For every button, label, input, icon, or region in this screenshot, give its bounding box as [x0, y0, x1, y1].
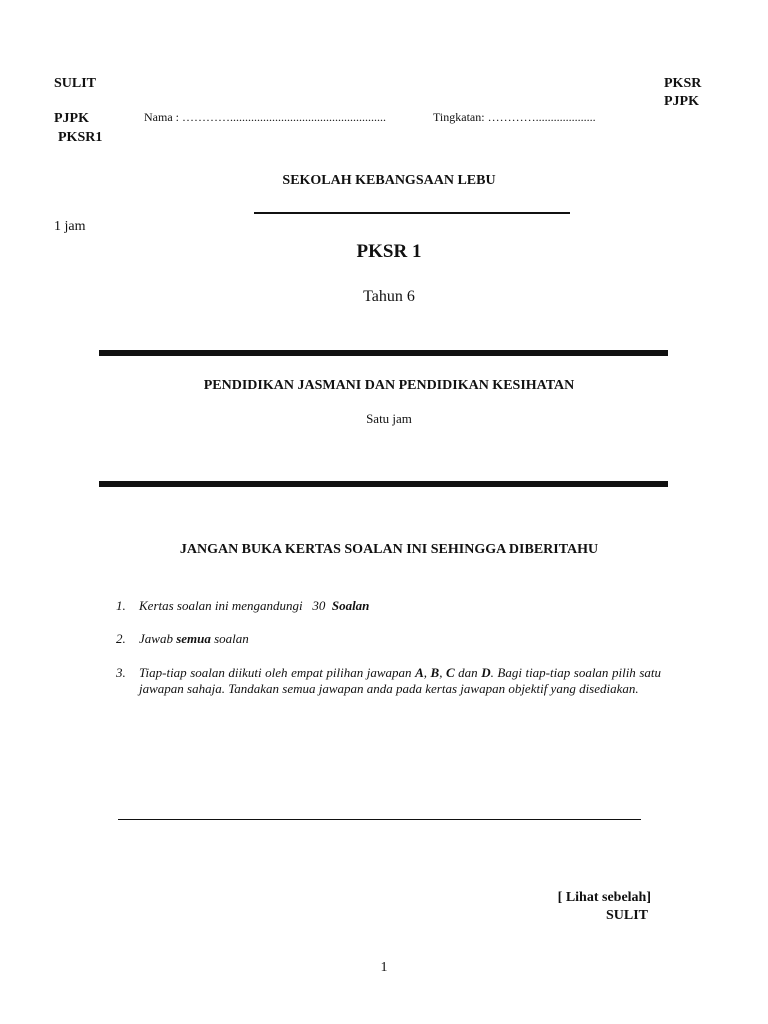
page-number: 1	[380, 960, 388, 975]
school-name: SEKOLAH KEBANGSAAN LEBU	[282, 173, 496, 188]
class-field[interactable]: Tingkatan: …………....................	[433, 110, 596, 124]
warning-text: JANGAN BUKA KERTAS SOALAN INI SEHINGGA DIBERITAHU	[179, 542, 599, 557]
top-thick-rule	[99, 350, 668, 356]
subject-code-left: PJPK	[54, 111, 89, 126]
instruction-text: Jawab	[139, 631, 173, 646]
question-count: 30	[312, 598, 326, 613]
option-d: D	[481, 665, 491, 680]
subject-code-right: PJPK	[664, 94, 699, 109]
instruction-emphasis: semua	[176, 631, 211, 646]
instruction-2	[116, 631, 661, 649]
name-field[interactable]: Nama : …………....................................................	[144, 110, 386, 124]
instruction-text: Kertas soalan ini mengandungi	[139, 598, 303, 613]
option-c: C	[445, 665, 455, 680]
year-label: Tahun 6	[363, 288, 415, 305]
instruction-text: Tiap-tiap soalan diikuti oleh empat pilihan jawapan	[139, 665, 412, 680]
instruction-text: soalan	[214, 631, 249, 646]
exam-title: PKSR 1	[356, 241, 422, 262]
instruction-1	[116, 598, 661, 616]
instruction-text: . Bagi tiap-tiap soalan pilih satu jawapan sahaja. Tandakan semua jawapan anda pada kertas jawapan objektif yang disediakan.	[139, 665, 662, 696]
instruction-3: 3. Tiap-tiap soalan diikuti oleh empat pilihan jawapan A, B, C dan D. Bagi tiap-tiap soalan pilih satu jawapan sahaja. Tandakan semua jawapan anda pada kertas jawapan objektif yang disediakan.	[116, 665, 662, 696]
option-b: B	[430, 665, 440, 680]
instruction-text: dan	[458, 665, 478, 680]
bottom-thick-rule	[99, 481, 668, 487]
see-next-page: [ Lihat sebelah]	[557, 890, 651, 905]
sulit-label-top: SULIT	[54, 76, 97, 91]
instruction-number: 2.	[116, 631, 126, 646]
sulit-label-bottom: SULIT	[605, 908, 648, 923]
instruction-emphasis: Soalan	[331, 598, 370, 613]
option-a: A	[415, 665, 424, 680]
duration-short: 1 jam	[54, 219, 86, 234]
duration-long: Satu jam	[366, 411, 412, 426]
paper-code-right: PKSR	[664, 76, 702, 91]
school-underline	[254, 212, 570, 214]
instruction-number: 1.	[116, 598, 126, 613]
instruction-number: 3.	[116, 665, 126, 680]
paper-code-left: PKSR1	[58, 130, 103, 145]
bottom-thin-rule	[118, 819, 641, 820]
subject-title: PENDIDIKAN JASMANI DAN PENDIDIKAN KESIHATAN	[203, 378, 575, 393]
